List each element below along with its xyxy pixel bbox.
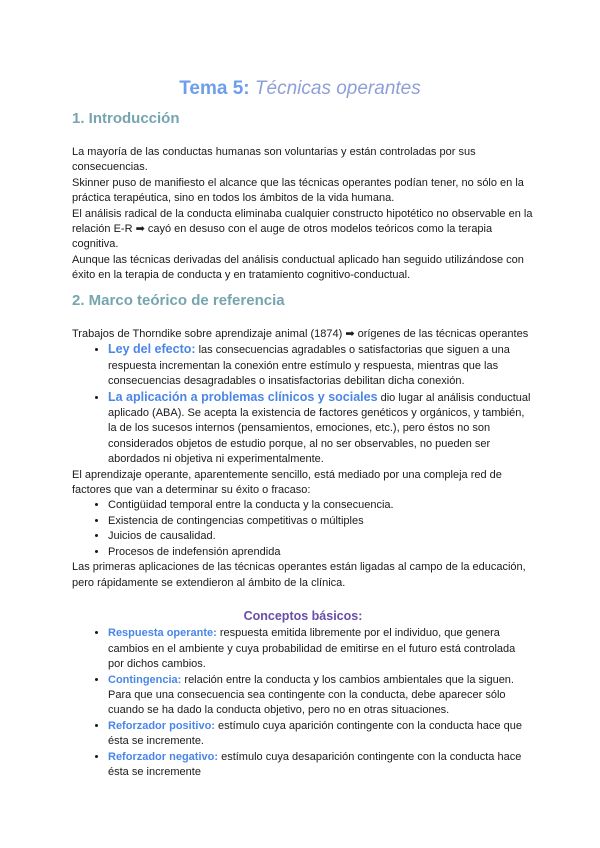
- list-item: • Procesos de indefensión aprendida: [108, 545, 534, 560]
- section-1-heading: 1. Introducción: [72, 110, 180, 127]
- paragraph: La mayoría de las conductas humanas son voluntarias y están controladas por sus consecuencias.: [72, 146, 476, 174]
- paragraph: Aunque las técnicas derivadas del análisis conductual aplicado han seguido utilizándose con éxito en la terapia de conducta y en tratamiento cognitivo-conductual.: [72, 253, 524, 282]
- list-item: • Juicios de causalidad.: [108, 529, 534, 544]
- section-2-body: [72, 327, 534, 591]
- concepts-list: [72, 626, 534, 780]
- term: Reforzador positivo:: [108, 719, 215, 732]
- definition: estímulo cuya desaparición contingente con la conducta hace ésta se incremente: [108, 750, 522, 779]
- definition: estímulo cuya aparición contingente con la conducta hace que ésta se incremente.: [108, 719, 522, 748]
- list-item: [108, 673, 534, 719]
- paragraph: Trabajos de Thorndike sobre aprendizaje animal (1874) ➡ orígenes de las técnicas operantes: [72, 328, 529, 340]
- term: Contingencia:: [108, 673, 182, 686]
- paragraph: Las primeras aplicaciones de las técnicas operantes están ligadas al campo de la educación, pero rápidamente se extendieron al ámbito de la clínica.: [72, 561, 526, 589]
- term: La aplicación a problemas clínicos y sociales: [108, 389, 378, 404]
- term: Reforzador negativo:: [108, 750, 219, 763]
- paragraph: El aprendizaje operante, aparentemente sencillo, está mediado por una compleja red de factores que van a determinar su éxito o fracaso:: [72, 468, 502, 497]
- list-item: [108, 342, 534, 389]
- title-number: Tema 5:: [179, 78, 250, 99]
- list-item: [108, 750, 534, 781]
- list-item: [108, 626, 534, 672]
- section-1-body: [72, 145, 534, 284]
- definition: respuesta emitida libremente por el individuo, que genera cambios en el ambiente y cuya probabilidad de emitirse en el futuro está controlada por dichos cambios.: [108, 627, 516, 671]
- definition: relación entre la conducta y los cambios ambientales que la siguen. Para que una consecuencia sea contingente con la conducta, debe aparecer sólo cuando se ha dado la conducta objetivo, pero no en otras situaciones.: [108, 673, 514, 717]
- factor-list: [72, 498, 534, 560]
- list-item: [108, 390, 534, 468]
- section-2-heading: 2. Marco teórico de referencia: [72, 292, 285, 309]
- definition: dio lugar al análisis conductual aplicado (ABA). Se acepta la existencia de factores genéticos y orgánicos, y también, la de los sucesos internos (pensamientos, emociones, etc.), pero éstos no son considerados objetos de estudio porque, al no ser observables, no pueden ser abordados ni objetiva ni experimentalmente.: [108, 391, 531, 466]
- term: Ley del efecto:: [108, 342, 196, 357]
- list-item: • Contigüidad temporal entre la conducta y la consecuencia.: [108, 498, 534, 513]
- list-item: [108, 719, 534, 750]
- definition: las consecuencias agradables o satisfactorias que siguen a una respuesta incrementan la conexión entre estímulo y respuesta, mientras que las consecuencias desagradables o insatisfactorias debilitan dicha conexión.: [108, 344, 510, 388]
- concepts-heading: Conceptos básicos:: [243, 609, 363, 623]
- bullet-list: [72, 342, 534, 467]
- list-item: • Existencia de contingencias competitivas o múltiples: [108, 514, 534, 529]
- concepts-block: [72, 609, 534, 780]
- title-text: Técnicas operantes: [254, 78, 421, 99]
- paragraph: El análisis radical de la conducta eliminaba cualquier constructo hipotético no observable en la relación E-R ➡ cayó en desuso con el auge de otros modelos teóricos como la terapia cognitiva.: [72, 207, 533, 251]
- page-title: [0, 78, 600, 100]
- paragraph: Skinner puso de manifiesto el alcance que las técnicas operantes podían tener, no sólo en la práctica terapéutica, sino en todos los ámbitos de la vida humana.: [72, 176, 524, 205]
- term: Respuesta operante:: [108, 627, 217, 640]
